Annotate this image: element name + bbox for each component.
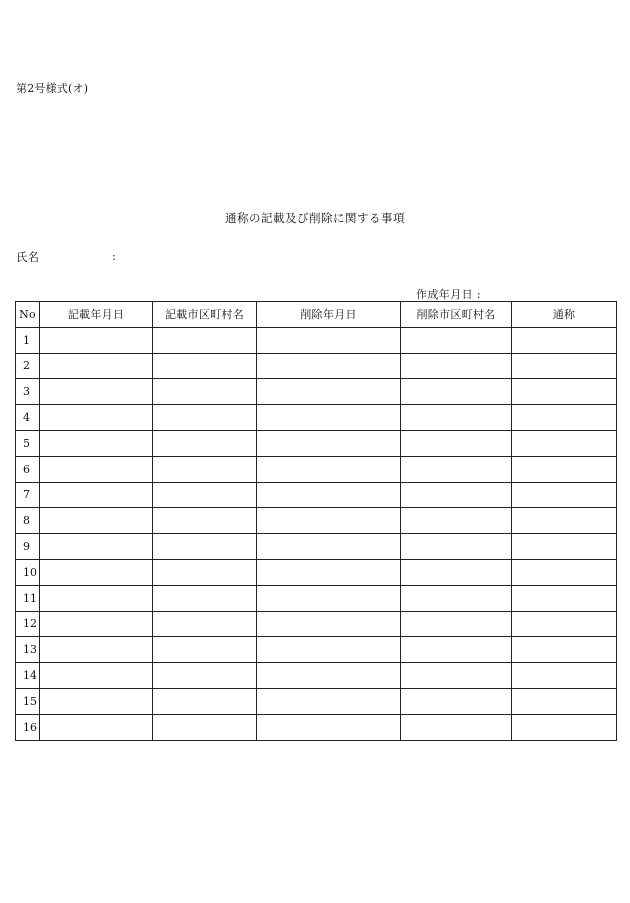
table-body — [16, 327, 617, 740]
row-number: 12 — [16, 611, 40, 637]
entry-date-cell[interactable] — [40, 482, 153, 508]
alias-cell[interactable] — [512, 637, 617, 663]
row-number: 10 — [16, 559, 40, 585]
alias-cell[interactable] — [512, 688, 617, 714]
row-number: 15 — [16, 688, 40, 714]
deletion-municipality-cell[interactable] — [401, 611, 512, 637]
deletion-municipality-cell[interactable] — [401, 559, 512, 585]
entry-municipality-cell[interactable] — [153, 611, 257, 637]
row-number: 2 — [16, 353, 40, 379]
entry-date-cell[interactable] — [40, 405, 153, 431]
row-number: 11 — [16, 585, 40, 611]
entry-date-cell[interactable] — [40, 611, 153, 637]
table-row — [16, 611, 617, 637]
deletion-municipality-cell[interactable] — [401, 379, 512, 405]
entry-municipality-cell[interactable] — [153, 585, 257, 611]
table-row — [16, 637, 617, 663]
deletion-date-cell[interactable] — [257, 688, 401, 714]
header-entry-date: 記載年月日 — [40, 302, 153, 328]
entry-date-cell[interactable] — [40, 637, 153, 663]
deletion-municipality-cell[interactable] — [401, 405, 512, 431]
entry-municipality-cell[interactable] — [153, 559, 257, 585]
row-number: 4 — [16, 405, 40, 431]
table-row — [16, 482, 617, 508]
header-alias: 通称 — [512, 302, 617, 328]
table-row — [16, 688, 617, 714]
entry-municipality-cell[interactable] — [153, 456, 257, 482]
table-row — [16, 534, 617, 560]
deletion-date-cell[interactable] — [257, 663, 401, 689]
row-number: 3 — [16, 379, 40, 405]
row-number: 8 — [16, 508, 40, 534]
entry-municipality-cell[interactable] — [153, 379, 257, 405]
alias-cell[interactable] — [512, 353, 617, 379]
alias-cell[interactable] — [512, 379, 617, 405]
entry-date-cell[interactable] — [40, 430, 153, 456]
header-deletion-municipality: 削除市区町村名 — [401, 302, 512, 328]
table-row — [16, 430, 617, 456]
deletion-date-cell[interactable] — [257, 353, 401, 379]
entry-municipality-cell[interactable] — [153, 534, 257, 560]
row-number: 13 — [16, 637, 40, 663]
name-row — [16, 249, 116, 265]
table-row — [16, 559, 617, 585]
entry-date-cell[interactable] — [40, 353, 153, 379]
table-row — [16, 508, 617, 534]
entry-municipality-cell[interactable] — [153, 688, 257, 714]
entry-municipality-cell[interactable] — [153, 353, 257, 379]
deletion-date-cell[interactable] — [257, 430, 401, 456]
entry-date-cell[interactable] — [40, 714, 153, 740]
row-number: 16 — [16, 714, 40, 740]
deletion-date-cell[interactable] — [257, 405, 401, 431]
alias-cell[interactable] — [512, 456, 617, 482]
alias-cell[interactable] — [512, 585, 617, 611]
deletion-date-cell[interactable] — [257, 559, 401, 585]
row-number: 5 — [16, 430, 40, 456]
deletion-date-cell[interactable] — [257, 585, 401, 611]
deletion-municipality-cell[interactable] — [401, 637, 512, 663]
deletion-date-cell[interactable] — [257, 379, 401, 405]
document-title: 通称の記載及び削除に関する事項 — [225, 211, 405, 225]
deletion-municipality-cell[interactable] — [401, 353, 512, 379]
deletion-date-cell[interactable] — [257, 611, 401, 637]
name-colon: : — [112, 249, 116, 263]
entry-municipality-cell[interactable] — [153, 430, 257, 456]
alias-cell[interactable] — [512, 559, 617, 585]
entry-date-cell[interactable] — [40, 379, 153, 405]
entry-date-cell[interactable] — [40, 534, 153, 560]
table-row — [16, 456, 617, 482]
entry-date-cell[interactable] — [40, 456, 153, 482]
deletion-municipality-cell[interactable] — [401, 482, 512, 508]
entry-municipality-cell[interactable] — [153, 663, 257, 689]
alias-cell[interactable] — [512, 508, 617, 534]
alias-cell[interactable] — [512, 482, 617, 508]
deletion-date-cell[interactable] — [257, 327, 401, 353]
alias-cell[interactable] — [512, 663, 617, 689]
entry-date-cell[interactable] — [40, 327, 153, 353]
table-row — [16, 353, 617, 379]
form-number-label: 第2号様式(オ) — [16, 82, 89, 95]
row-number: 6 — [16, 456, 40, 482]
table-row — [16, 327, 617, 353]
header-no: No — [16, 302, 40, 328]
entry-municipality-cell[interactable] — [153, 405, 257, 431]
deletion-date-cell[interactable] — [257, 534, 401, 560]
row-number: 9 — [16, 534, 40, 560]
deletion-date-cell[interactable] — [257, 637, 401, 663]
deletion-date-cell[interactable] — [257, 714, 401, 740]
table-header-row — [16, 302, 617, 328]
row-number: 7 — [16, 482, 40, 508]
entry-date-cell[interactable] — [40, 559, 153, 585]
alias-cell[interactable] — [512, 405, 617, 431]
entry-municipality-cell[interactable] — [153, 637, 257, 663]
name-label: 氏名 — [16, 250, 39, 264]
alias-cell[interactable] — [512, 714, 617, 740]
register-table — [15, 301, 617, 741]
deletion-municipality-cell[interactable] — [401, 714, 512, 740]
table-row — [16, 405, 617, 431]
entry-date-cell[interactable] — [40, 688, 153, 714]
deletion-municipality-cell[interactable] — [401, 534, 512, 560]
alias-cell[interactable] — [512, 611, 617, 637]
table-row — [16, 585, 617, 611]
deletion-municipality-cell[interactable] — [401, 688, 512, 714]
alias-cell[interactable] — [512, 534, 617, 560]
deletion-date-cell[interactable] — [257, 508, 401, 534]
header-deletion-date: 削除年月日 — [257, 302, 401, 328]
deletion-municipality-cell[interactable] — [401, 456, 512, 482]
alias-cell[interactable] — [512, 430, 617, 456]
row-number: 14 — [16, 663, 40, 689]
deletion-municipality-cell[interactable] — [401, 430, 512, 456]
entry-date-cell[interactable] — [40, 508, 153, 534]
header-entry-municipality: 記載市区町村名 — [153, 302, 257, 328]
deletion-municipality-cell[interactable] — [401, 508, 512, 534]
entry-municipality-cell[interactable] — [153, 482, 257, 508]
entry-municipality-cell[interactable] — [153, 714, 257, 740]
entry-municipality-cell[interactable] — [153, 508, 257, 534]
deletion-municipality-cell[interactable] — [401, 663, 512, 689]
table-row — [16, 714, 617, 740]
table-row — [16, 663, 617, 689]
entry-date-cell[interactable] — [40, 663, 153, 689]
entry-date-cell[interactable] — [40, 585, 153, 611]
deletion-municipality-cell[interactable] — [401, 327, 512, 353]
alias-cell[interactable] — [512, 327, 617, 353]
entry-municipality-cell[interactable] — [153, 327, 257, 353]
created-date-label: 作成年月日 : — [416, 288, 482, 301]
deletion-municipality-cell[interactable] — [401, 585, 512, 611]
deletion-date-cell[interactable] — [257, 456, 401, 482]
table-row — [16, 379, 617, 405]
row-number: 1 — [16, 327, 40, 353]
deletion-date-cell[interactable] — [257, 482, 401, 508]
